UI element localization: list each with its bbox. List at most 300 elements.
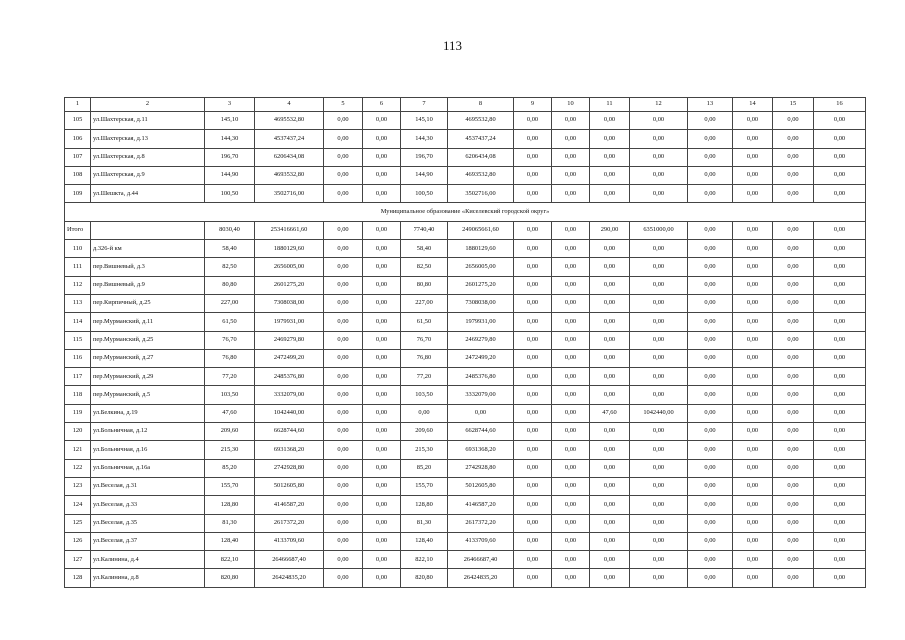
value-cell: 0,00 [363,349,401,367]
value-cell: 0,00 [552,148,590,166]
value-cell: 209,60 [401,423,448,441]
value-cell: 0,00 [552,551,590,569]
address-cell: пер.Кирпичный, д.25 [91,294,205,312]
value-cell: 0,00 [590,331,630,349]
total-value-cell: 0,00 [363,221,401,239]
value-cell: 0,00 [514,130,552,148]
value-cell: 0,00 [590,313,630,331]
value-cell: 0,00 [552,349,590,367]
value-cell: 0,00 [590,569,630,587]
section-title: Муниципальное образование «Киселевский городской округ» [65,203,866,221]
column-number-cell: 9 [514,98,552,112]
value-cell: 0,00 [773,148,814,166]
value-cell: 1979931,00 [448,313,514,331]
table-row [65,477,866,495]
row-number-cell: 123 [65,477,91,495]
value-cell: 0,00 [814,477,866,495]
value-cell: 0,00 [324,112,363,130]
value-cell: 0,00 [773,349,814,367]
value-cell: 144,30 [401,130,448,148]
value-cell: 0,00 [814,569,866,587]
value-cell: 820,80 [401,569,448,587]
table-row [65,166,866,184]
value-cell: 0,00 [363,551,401,569]
value-cell: 4693532,80 [448,166,514,184]
value-cell: 0,00 [324,185,363,203]
value-cell: 0,00 [363,130,401,148]
address-cell: пер.Вишневый, д.3 [91,258,205,276]
value-cell: 1042440,00 [255,404,324,422]
value-cell: 0,00 [552,240,590,258]
address-cell: ул.Веселая, д.31 [91,477,205,495]
value-cell: 0,00 [324,240,363,258]
value-cell: 0,00 [363,459,401,477]
section-row [65,203,866,221]
total-value-cell: 0,00 [552,221,590,239]
value-cell: 0,00 [514,404,552,422]
column-number-cell: 5 [324,98,363,112]
value-cell: 0,00 [324,294,363,312]
value-cell: 0,00 [688,551,733,569]
value-cell: 0,00 [363,423,401,441]
value-cell: 822,10 [401,551,448,569]
value-cell: 103,50 [205,386,255,404]
value-cell: 0,00 [733,496,773,514]
value-cell: 196,70 [401,148,448,166]
column-number-cell: 14 [733,98,773,112]
value-cell: 85,20 [401,459,448,477]
table-row [65,459,866,477]
value-cell: 0,00 [363,258,401,276]
value-cell: 0,00 [630,368,688,386]
value-cell: 0,00 [688,185,733,203]
value-cell: 4146587,20 [255,496,324,514]
value-cell: 26466687,40 [448,551,514,569]
table-row [65,532,866,550]
value-cell: 0,00 [324,130,363,148]
value-cell: 0,00 [324,423,363,441]
column-number-cell: 1 [65,98,91,112]
value-cell: 144,90 [205,166,255,184]
value-cell: 0,00 [514,258,552,276]
value-cell: 0,00 [514,276,552,294]
value-cell: 144,90 [401,166,448,184]
value-cell: 3502716,00 [255,185,324,203]
row-number-cell: 110 [65,240,91,258]
value-cell: 0,00 [773,441,814,459]
value-cell: 128,40 [401,532,448,550]
value-cell: 0,00 [630,441,688,459]
value-cell: 0,00 [733,551,773,569]
value-cell: 0,00 [363,386,401,404]
value-cell: 76,70 [205,331,255,349]
value-cell: 0,00 [324,459,363,477]
value-cell: 2656005,00 [448,258,514,276]
value-cell: 4133709,60 [255,532,324,550]
value-cell: 0,00 [590,276,630,294]
value-cell: 0,00 [814,276,866,294]
address-cell: пер.Мурманский, д.5 [91,386,205,404]
value-cell: 0,00 [324,551,363,569]
value-cell: 0,00 [773,386,814,404]
value-cell: 0,00 [363,294,401,312]
value-cell: 2742928,80 [255,459,324,477]
value-cell: 0,00 [590,532,630,550]
value-cell: 0,00 [773,313,814,331]
value-cell: 0,00 [688,258,733,276]
value-cell: 0,00 [688,294,733,312]
value-cell: 0,00 [590,459,630,477]
value-cell: 215,30 [401,441,448,459]
value-cell: 2656005,00 [255,258,324,276]
value-cell: 820,80 [205,569,255,587]
value-cell: 0,00 [363,368,401,386]
page-number: 113 [442,38,463,53]
value-cell: 6628744,60 [448,423,514,441]
value-cell: 0,00 [688,496,733,514]
row-number-cell: 121 [65,441,91,459]
value-cell: 26424835,20 [448,569,514,587]
value-cell: 128,80 [205,496,255,514]
value-cell: 0,00 [590,185,630,203]
value-cell: 7308038,00 [255,294,324,312]
value-cell: 0,00 [773,166,814,184]
value-cell: 77,20 [205,368,255,386]
value-cell: 0,00 [363,240,401,258]
value-cell: 0,00 [733,441,773,459]
value-cell: 0,00 [773,423,814,441]
value-cell: 1042440,00 [630,404,688,422]
row-number-cell: 126 [65,532,91,550]
value-cell: 0,00 [733,514,773,532]
value-cell: 0,00 [733,569,773,587]
value-cell: 0,00 [324,349,363,367]
value-cell: 0,00 [514,551,552,569]
value-cell: 2469279,80 [255,331,324,349]
value-cell: 2617372,20 [255,514,324,532]
value-cell: 76,70 [401,331,448,349]
value-cell: 0,00 [514,386,552,404]
value-cell: 0,00 [590,386,630,404]
total-row [65,221,866,239]
value-cell: 0,00 [688,368,733,386]
column-number-cell: 15 [773,98,814,112]
value-cell: 0,00 [773,240,814,258]
row-number-cell: 113 [65,294,91,312]
value-cell: 0,00 [363,496,401,514]
value-cell: 0,00 [733,166,773,184]
value-cell: 0,00 [514,368,552,386]
table-row [65,569,866,587]
value-cell: 0,00 [733,313,773,331]
value-cell: 0,00 [590,368,630,386]
value-cell: 0,00 [688,514,733,532]
value-cell: 0,00 [688,349,733,367]
table-header-row [65,98,866,112]
row-number-cell: 116 [65,349,91,367]
value-cell: 0,00 [552,569,590,587]
value-cell: 0,00 [324,331,363,349]
value-cell: 0,00 [324,313,363,331]
value-cell: 0,00 [590,423,630,441]
value-cell: 0,00 [814,551,866,569]
value-cell: 0,00 [630,130,688,148]
value-cell: 0,00 [630,185,688,203]
value-cell: 5012605,80 [448,477,514,495]
value-cell: 0,00 [590,148,630,166]
value-cell: 0,00 [733,532,773,550]
value-cell: 0,00 [552,331,590,349]
row-number-cell: 105 [65,112,91,130]
value-cell: 4146587,20 [448,496,514,514]
value-cell: 76,80 [401,349,448,367]
value-cell: 0,00 [363,441,401,459]
value-cell: 0,00 [590,514,630,532]
value-cell: 2469279,80 [448,331,514,349]
value-cell: 0,00 [814,496,866,514]
column-number-cell: 11 [590,98,630,112]
value-cell: 80,80 [401,276,448,294]
table-row [65,313,866,331]
value-cell: 0,00 [688,148,733,166]
total-value-cell: 6351000,00 [630,221,688,239]
address-cell: пер.Мурманский, д.27 [91,349,205,367]
value-cell: 128,40 [205,532,255,550]
value-cell: 0,00 [688,423,733,441]
address-cell: ул.Шешкта, д.44 [91,185,205,203]
value-cell: 0,00 [590,294,630,312]
total-value-cell: 0,00 [773,221,814,239]
value-cell: 0,00 [514,569,552,587]
table-row [65,258,866,276]
value-cell: 0,00 [688,532,733,550]
value-cell: 0,00 [773,514,814,532]
value-cell: 0,00 [552,368,590,386]
value-cell: 82,50 [205,258,255,276]
value-cell: 155,70 [401,477,448,495]
value-cell: 0,00 [733,185,773,203]
value-cell: 0,00 [552,130,590,148]
value-cell: 0,00 [733,240,773,258]
value-cell: 0,00 [733,386,773,404]
row-number-cell: 107 [65,148,91,166]
value-cell: 0,00 [773,496,814,514]
value-cell: 6931368,20 [255,441,324,459]
value-cell: 0,00 [363,276,401,294]
value-cell: 0,00 [630,349,688,367]
value-cell: 0,00 [688,404,733,422]
value-cell: 4695532,80 [255,112,324,130]
table-row [65,423,866,441]
value-cell: 0,00 [324,148,363,166]
value-cell: 0,00 [630,459,688,477]
value-cell: 0,00 [733,148,773,166]
table-row [65,240,866,258]
total-value-cell: 0,00 [514,221,552,239]
value-cell: 2617372,20 [448,514,514,532]
address-cell: пер.Мурманский, д.29 [91,368,205,386]
row-number-cell: 108 [65,166,91,184]
value-cell: 0,00 [363,331,401,349]
value-cell: 0,00 [688,441,733,459]
address-cell: ул.Веселая, д.33 [91,496,205,514]
value-cell: 2485376,80 [448,368,514,386]
row-number-cell: 124 [65,496,91,514]
total-value-cell: 0,00 [324,221,363,239]
value-cell: 0,00 [324,404,363,422]
value-cell: 6931368,20 [448,441,514,459]
value-cell: 26466687,40 [255,551,324,569]
table-row [65,368,866,386]
value-cell: 0,00 [363,148,401,166]
value-cell: 0,00 [630,240,688,258]
value-cell: 0,00 [733,112,773,130]
value-cell: 3502716,00 [448,185,514,203]
value-cell: 0,00 [363,532,401,550]
value-cell: 0,00 [733,349,773,367]
value-cell: 0,00 [630,313,688,331]
value-cell: 0,00 [688,112,733,130]
total-value-cell: 8030,40 [205,221,255,239]
value-cell: 2485376,80 [255,368,324,386]
table-row [65,514,866,532]
value-cell: 0,00 [773,404,814,422]
value-cell: 0,00 [552,166,590,184]
value-cell: 0,00 [324,569,363,587]
address-cell: ул.Шахтерская, д.11 [91,112,205,130]
value-cell: 0,00 [590,477,630,495]
value-cell: 6628744,60 [255,423,324,441]
value-cell: 85,20 [205,459,255,477]
value-cell: 0,00 [630,551,688,569]
value-cell: 0,00 [814,166,866,184]
value-cell: 0,00 [514,240,552,258]
value-cell: 0,00 [733,423,773,441]
column-number-cell: 12 [630,98,688,112]
value-cell: 0,00 [552,441,590,459]
value-cell: 61,50 [205,313,255,331]
value-cell: 0,00 [514,349,552,367]
value-cell: 81,30 [205,514,255,532]
value-cell: 1880129,60 [448,240,514,258]
value-cell: 0,00 [324,276,363,294]
value-cell: 0,00 [814,459,866,477]
value-cell: 3332079,00 [255,386,324,404]
value-cell: 0,00 [773,331,814,349]
value-cell: 0,00 [814,368,866,386]
value-cell: 128,80 [401,496,448,514]
value-cell: 0,00 [514,313,552,331]
value-cell: 0,00 [552,514,590,532]
column-number-cell: 6 [363,98,401,112]
value-cell: 47,60 [590,404,630,422]
row-number-cell: 112 [65,276,91,294]
value-cell: 0,00 [814,130,866,148]
table-row [65,441,866,459]
value-cell: 0,00 [814,240,866,258]
value-cell: 822,10 [205,551,255,569]
value-cell: 2472499,20 [255,349,324,367]
value-cell: 47,60 [205,404,255,422]
value-cell: 0,00 [552,276,590,294]
value-cell: 1880129,60 [255,240,324,258]
value-cell: 144,30 [205,130,255,148]
value-cell: 0,00 [363,166,401,184]
value-cell: 227,00 [205,294,255,312]
value-cell: 0,00 [733,276,773,294]
value-cell: 0,00 [733,477,773,495]
value-cell: 155,70 [205,477,255,495]
value-cell: 215,30 [205,441,255,459]
value-cell: 0,00 [363,514,401,532]
value-cell: 0,00 [363,569,401,587]
value-cell: 0,00 [814,386,866,404]
column-number-cell: 13 [688,98,733,112]
value-cell: 0,00 [552,294,590,312]
value-cell: 145,10 [205,112,255,130]
value-cell: 2742928,80 [448,459,514,477]
value-cell: 0,00 [514,185,552,203]
value-cell: 0,00 [688,477,733,495]
value-cell: 103,50 [401,386,448,404]
value-cell: 4695532,80 [448,112,514,130]
value-cell: 0,00 [590,496,630,514]
value-cell: 0,00 [630,148,688,166]
value-cell: 0,00 [773,130,814,148]
total-value-cell: 290,00 [590,221,630,239]
address-cell: ул.Шахтерская, д.13 [91,130,205,148]
row-number-cell: 119 [65,404,91,422]
value-cell: 0,00 [324,532,363,550]
table-row [65,349,866,367]
value-cell: 2472499,20 [448,349,514,367]
value-cell: 26424835,20 [255,569,324,587]
value-cell: 58,40 [401,240,448,258]
value-cell: 0,00 [773,185,814,203]
value-cell: 0,00 [733,404,773,422]
total-value-cell: 0,00 [688,221,733,239]
value-cell: 58,40 [205,240,255,258]
value-cell: 0,00 [552,258,590,276]
row-number-cell: 106 [65,130,91,148]
value-cell: 0,00 [630,166,688,184]
value-cell: 0,00 [514,331,552,349]
value-cell: 0,00 [590,551,630,569]
value-cell: 0,00 [630,496,688,514]
value-cell: 0,00 [324,441,363,459]
row-number-cell: 111 [65,258,91,276]
value-cell: 0,00 [514,532,552,550]
value-cell: 0,00 [814,404,866,422]
value-cell: 0,00 [514,477,552,495]
column-number-cell: 16 [814,98,866,112]
value-cell: 80,80 [205,276,255,294]
address-cell: ул.Больничная, д.12 [91,423,205,441]
row-number-cell: 117 [65,368,91,386]
address-cell: ул.Шахтерская, д.9 [91,166,205,184]
value-cell: 0,00 [814,423,866,441]
value-cell: 0,00 [630,386,688,404]
table-row [65,551,866,569]
value-cell: 0,00 [814,148,866,166]
value-cell: 3332079,00 [448,386,514,404]
value-cell: 0,00 [688,166,733,184]
value-cell: 82,50 [401,258,448,276]
total-value-cell: 0,00 [733,221,773,239]
value-cell: 100,50 [205,185,255,203]
value-cell: 0,00 [814,294,866,312]
value-cell: 196,70 [205,148,255,166]
